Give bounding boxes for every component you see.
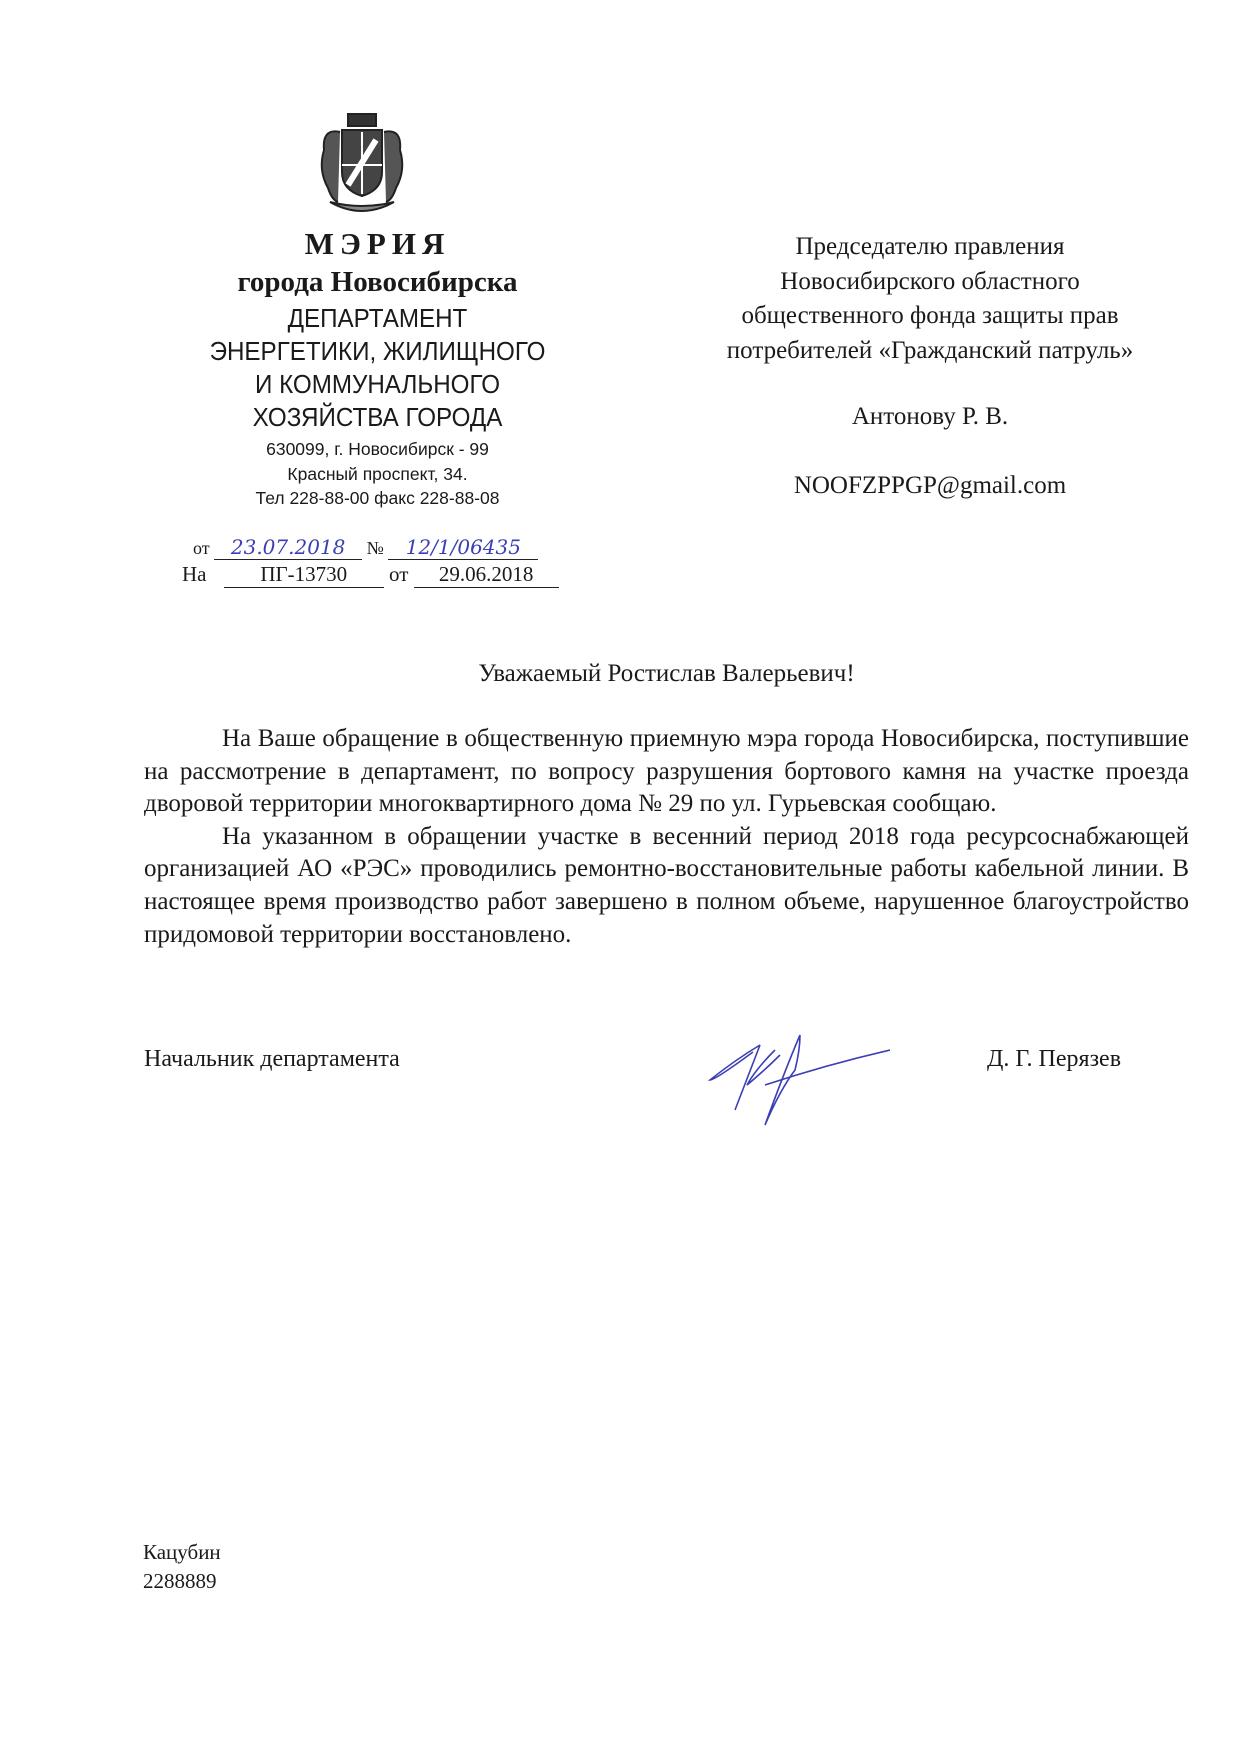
department-line: И КОММУНАЛЬНОГО <box>254 369 501 399</box>
executor-phone: 2288889 <box>143 1569 217 1593</box>
signatory-name: Д. Г. Перязев <box>987 1046 1122 1072</box>
address-line: 630099, г. Новосибирск - 99 <box>266 439 489 459</box>
recipient-name: Антонову Р. В. <box>851 403 1009 430</box>
handwritten-signature <box>705 1030 890 1130</box>
department-line: ДЕПАРТАМЕНТ <box>287 303 468 333</box>
outgoing-registration <box>193 535 538 560</box>
body-paragraph: На указанном в обращении участке в весенний период 2018 года ресурсоснабжающей организацией АО «РЭС» проводились ремонтно-восстановительные работы кабельной линии. В настоящее время производство работ завершено в полном объеме, нарушенное благоустройство придомовой территории восстановлено. <box>144 822 1189 948</box>
greeting: Уважаемый Ростислав Валерьевич! <box>478 660 855 687</box>
address-line: Тел 228-88-00 факс 228-88-08 <box>255 488 500 508</box>
department-line: ХОЗЯЙСТВА ГОРОДА <box>252 402 503 432</box>
department-line: ЭНЕРГЕТИКИ, ЖИЛИЩНОГО <box>209 336 546 366</box>
executor-info <box>143 1538 221 1596</box>
recipient-line: Новосибирского областного <box>780 267 1080 295</box>
recipient-line: общественного фонда защиты прав <box>741 302 1119 329</box>
letter-body <box>144 723 1189 951</box>
incoming-reference <box>182 562 559 588</box>
city-title: города Новосибирска <box>237 266 518 298</box>
incoming-date: 29.06.2018 <box>414 562 559 588</box>
coat-of-arms-emblem <box>312 110 412 222</box>
recipient-line: Председателю правления <box>795 233 1065 260</box>
from-label: от <box>193 538 210 558</box>
recipient-block <box>665 230 1195 503</box>
department-address <box>150 437 605 511</box>
executor-name: Кацубин <box>143 1540 221 1564</box>
department-name <box>166 302 589 434</box>
recipient-line: потребителей «Гражданский патруль» <box>726 336 1134 364</box>
body-paragraph: На Ваше обращение в общественную приемную мэра города Новосибирска, поступившие на рассмотрение в департамент, по вопросу разрушения бортового камня на участке проезда дворовой территории многоквартирного дома № 29 по ул. Гурьевская сообщаю. <box>144 725 1189 818</box>
address-line: Красный проспект, 34. <box>287 463 468 484</box>
incoming-number: ПГ-13730 <box>224 562 384 588</box>
outgoing-date: 23.07.2018 <box>214 535 362 560</box>
mayor-office-title: МЭРИЯ <box>304 226 451 261</box>
number-label: № <box>366 538 384 558</box>
recipient-email: NOOFZPPGP@gmail.com <box>793 471 1067 499</box>
reply-label: На <box>182 562 207 586</box>
from-label: от <box>389 562 409 586</box>
outgoing-number: 12/1/06435 <box>388 535 538 560</box>
signatory-title: Начальник департамента <box>144 1046 400 1072</box>
